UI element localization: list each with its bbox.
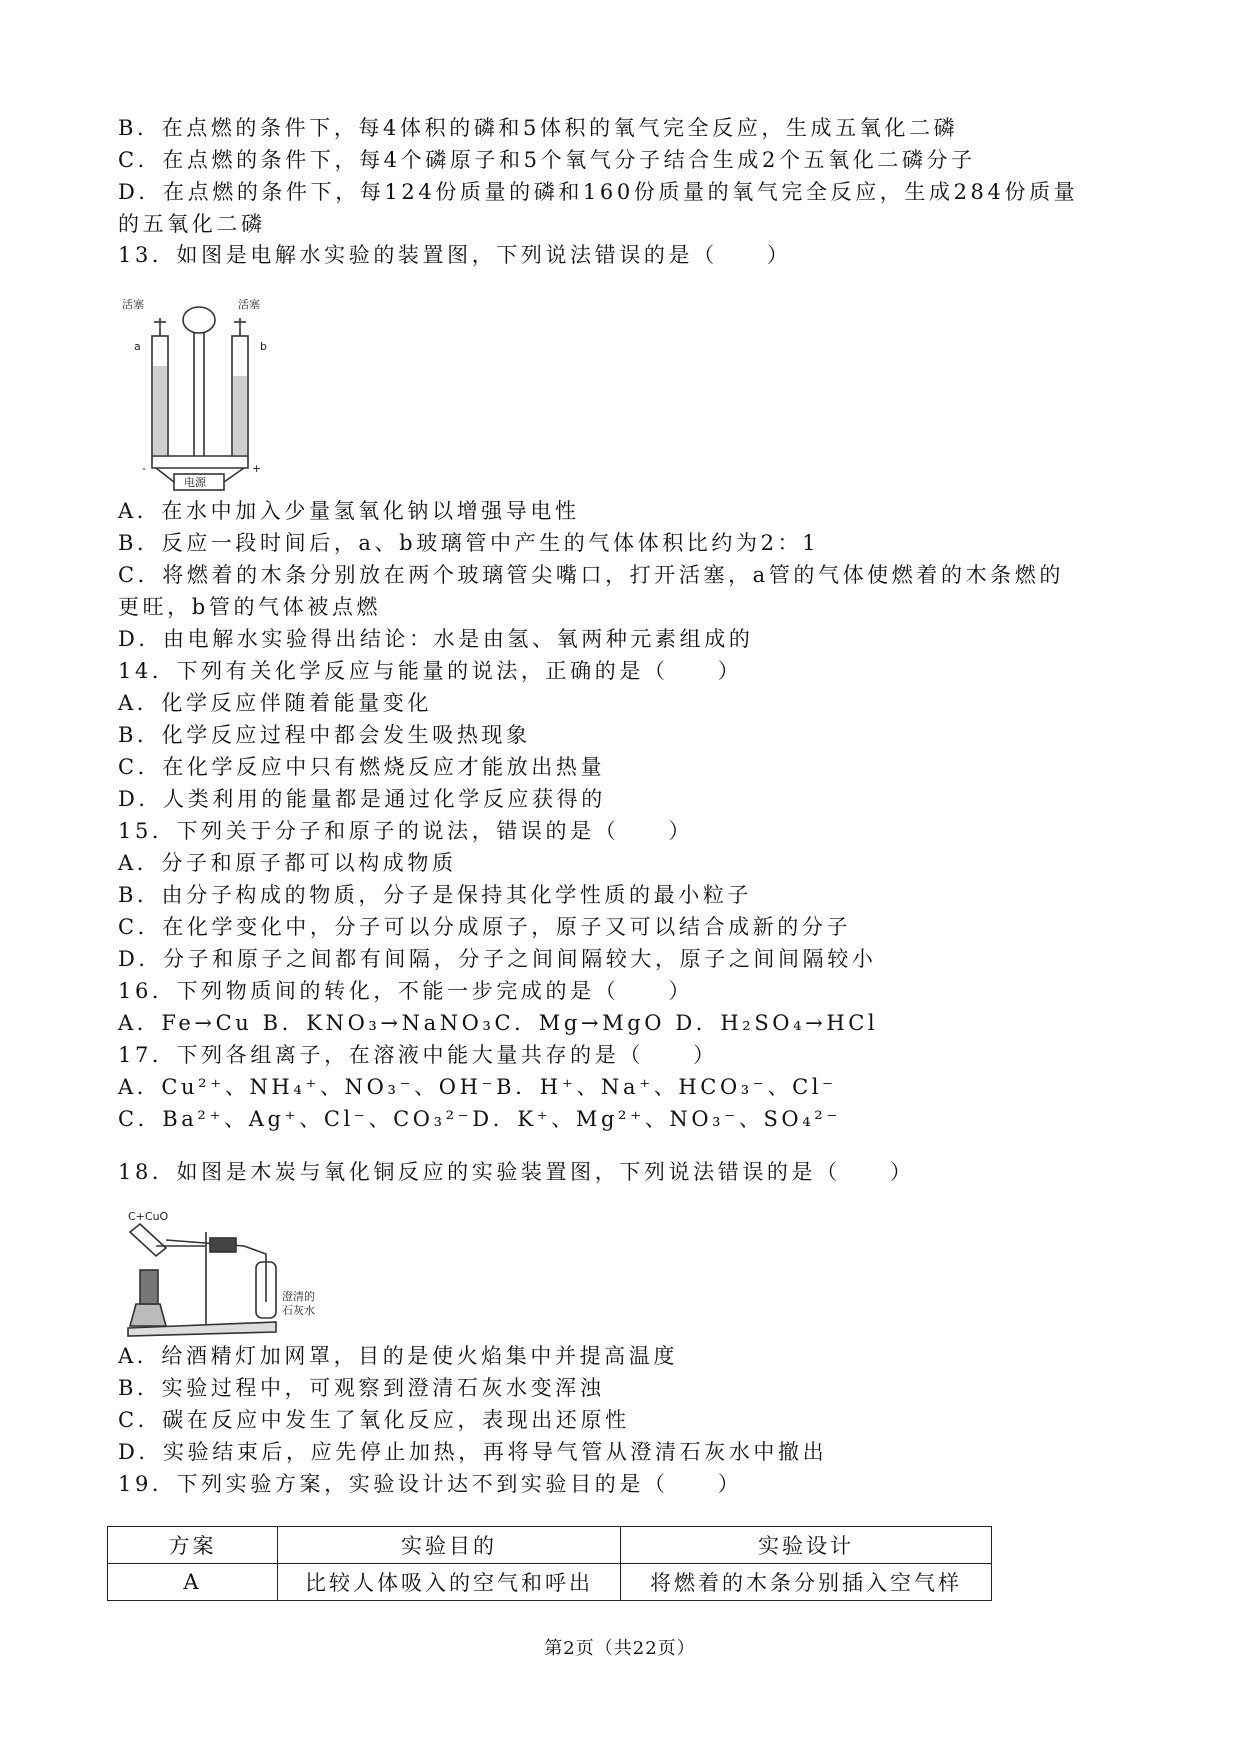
table-row <box>108 1564 992 1601</box>
text-line: D．实验结束后，应先停止加热，再将导气管从澄清石灰水中撤出 <box>118 1440 828 1464</box>
power-label: 电源 <box>184 476 206 489</box>
text-line: 17．下列各组离子，在溶液中能大量共存的是（ ） <box>118 1043 718 1067</box>
text-line: 14．下列有关化学反应与能量的说法，正确的是（ ） <box>118 659 743 683</box>
stopcock-right-label: 活塞 <box>238 298 260 311</box>
electrolysis-apparatus-figure <box>120 296 280 492</box>
table-header-row <box>108 1527 992 1564</box>
text-line: 更旺，b管的气体被点燃 <box>118 595 382 619</box>
tube-b-label: b <box>260 340 267 353</box>
text-line: A．Fe→Cu B．KNO₃→NaNO₃C．Mg→MgO D．H₂SO₄→HCl <box>118 1011 879 1035</box>
text-line: C．在化学反应中只有燃烧反应才能放出热量 <box>118 755 606 779</box>
text-line: C．在化学变化中，分子可以分成原子，原子又可以结合成新的分子 <box>118 915 852 939</box>
table-header-cell: 方案 <box>108 1527 278 1564</box>
text-line: 13．如图是电解水实验的装置图，下列说法错误的是（ ） <box>118 243 792 267</box>
text-line: B．由分子构成的物质，分子是保持其化学性质的最小粒子 <box>118 883 753 907</box>
table-header-cell: 实验设计 <box>621 1527 992 1564</box>
text-line: 15．下列关于分子和原子的说法，错误的是（ ） <box>118 819 694 843</box>
tube-a-label: a <box>134 340 141 353</box>
experiment-table <box>107 1526 992 1601</box>
carbon-copper-oxide-apparatus-figure <box>126 1210 348 1338</box>
page-footer: 第2页（共22页） <box>544 1638 696 1659</box>
table-cell: 将燃着的木条分别插入空气样 <box>621 1564 992 1601</box>
text-line: 16．下列物质间的转化，不能一步完成的是（ ） <box>118 979 694 1003</box>
text-line: D．分子和原子之间都有间隔，分子之间间隔较大，原子之间间隔较小 <box>118 947 877 971</box>
text-line: A．Cu²⁺、NH₄⁺、NO₃⁻、OH⁻B．H⁺、Na⁺、HCO₃⁻、Cl⁻ <box>118 1075 837 1099</box>
table-cell: A <box>108 1564 278 1601</box>
plus-label: + <box>252 462 262 475</box>
text-line: D．在点燃的条件下，每124份质量的磷和160份质量的氧气完全反应，生成284份质量 <box>118 180 1079 204</box>
tube-content-label: C+CuO <box>128 1210 169 1223</box>
text-line: B．反应一段时间后，a、b玻璃管中产生的气体体积比约为2：1 <box>118 531 820 555</box>
stopcock-left-label: 活塞 <box>122 298 144 311</box>
text-line: B．化学反应过程中都会发生吸热现象 <box>118 723 531 747</box>
text-line: D．人类利用的能量都是通过化学反应获得的 <box>118 787 606 811</box>
text-line: 18．如图是木炭与氧化铜反应的实验装置图，下列说法错误的是（ ） <box>118 1160 915 1184</box>
table-cell: 比较人体吸入的空气和呼出 <box>278 1564 621 1601</box>
text-line: B．在点燃的条件下，每4体积的磷和5体积的氧气完全反应，生成五氧化二磷 <box>118 116 959 140</box>
minus-label: - <box>142 462 146 475</box>
limewater-label-1: 澄清的 <box>282 1290 315 1303</box>
text-line: B．实验过程中，可观察到澄清石灰水变浑浊 <box>118 1376 605 1400</box>
text-line: A．分子和原子都可以构成物质 <box>118 851 457 875</box>
text-line: 19．下列实验方案，实验设计达不到实验目的是（ ） <box>118 1472 743 1496</box>
text-line: A．化学反应伴随着能量变化 <box>118 691 432 715</box>
text-line: C．在点燃的条件下，每4个磷原子和5个氧气分子结合生成2个五氧化二磷分子 <box>118 148 976 172</box>
text-line: C．Ba²⁺、Ag⁺、Cl⁻、CO₃²⁻D．K⁺、Mg²⁺、NO₃⁻、SO₄²⁻ <box>118 1107 841 1131</box>
text-line: D．由电解水实验得出结论：水是由氢、氧两种元素组成的 <box>118 627 754 651</box>
text-line: A．在水中加入少量氢氧化钠以增强导电性 <box>118 499 580 523</box>
limewater-label-2: 石灰水 <box>282 1304 315 1317</box>
text-line: C．将燃着的木条分别放在两个玻璃管尖嘴口，打开活塞，a管的气体使燃着的木条燃的 <box>118 563 1064 587</box>
text-line: A．给酒精灯加网罩，目的是使火焰集中并提高温度 <box>118 1344 678 1368</box>
text-line: C．碳在反应中发生了氧化反应，表现出还原性 <box>118 1408 630 1432</box>
text-line: 的五氧化二磷 <box>118 212 266 236</box>
table-header-cell: 实验目的 <box>278 1527 621 1564</box>
